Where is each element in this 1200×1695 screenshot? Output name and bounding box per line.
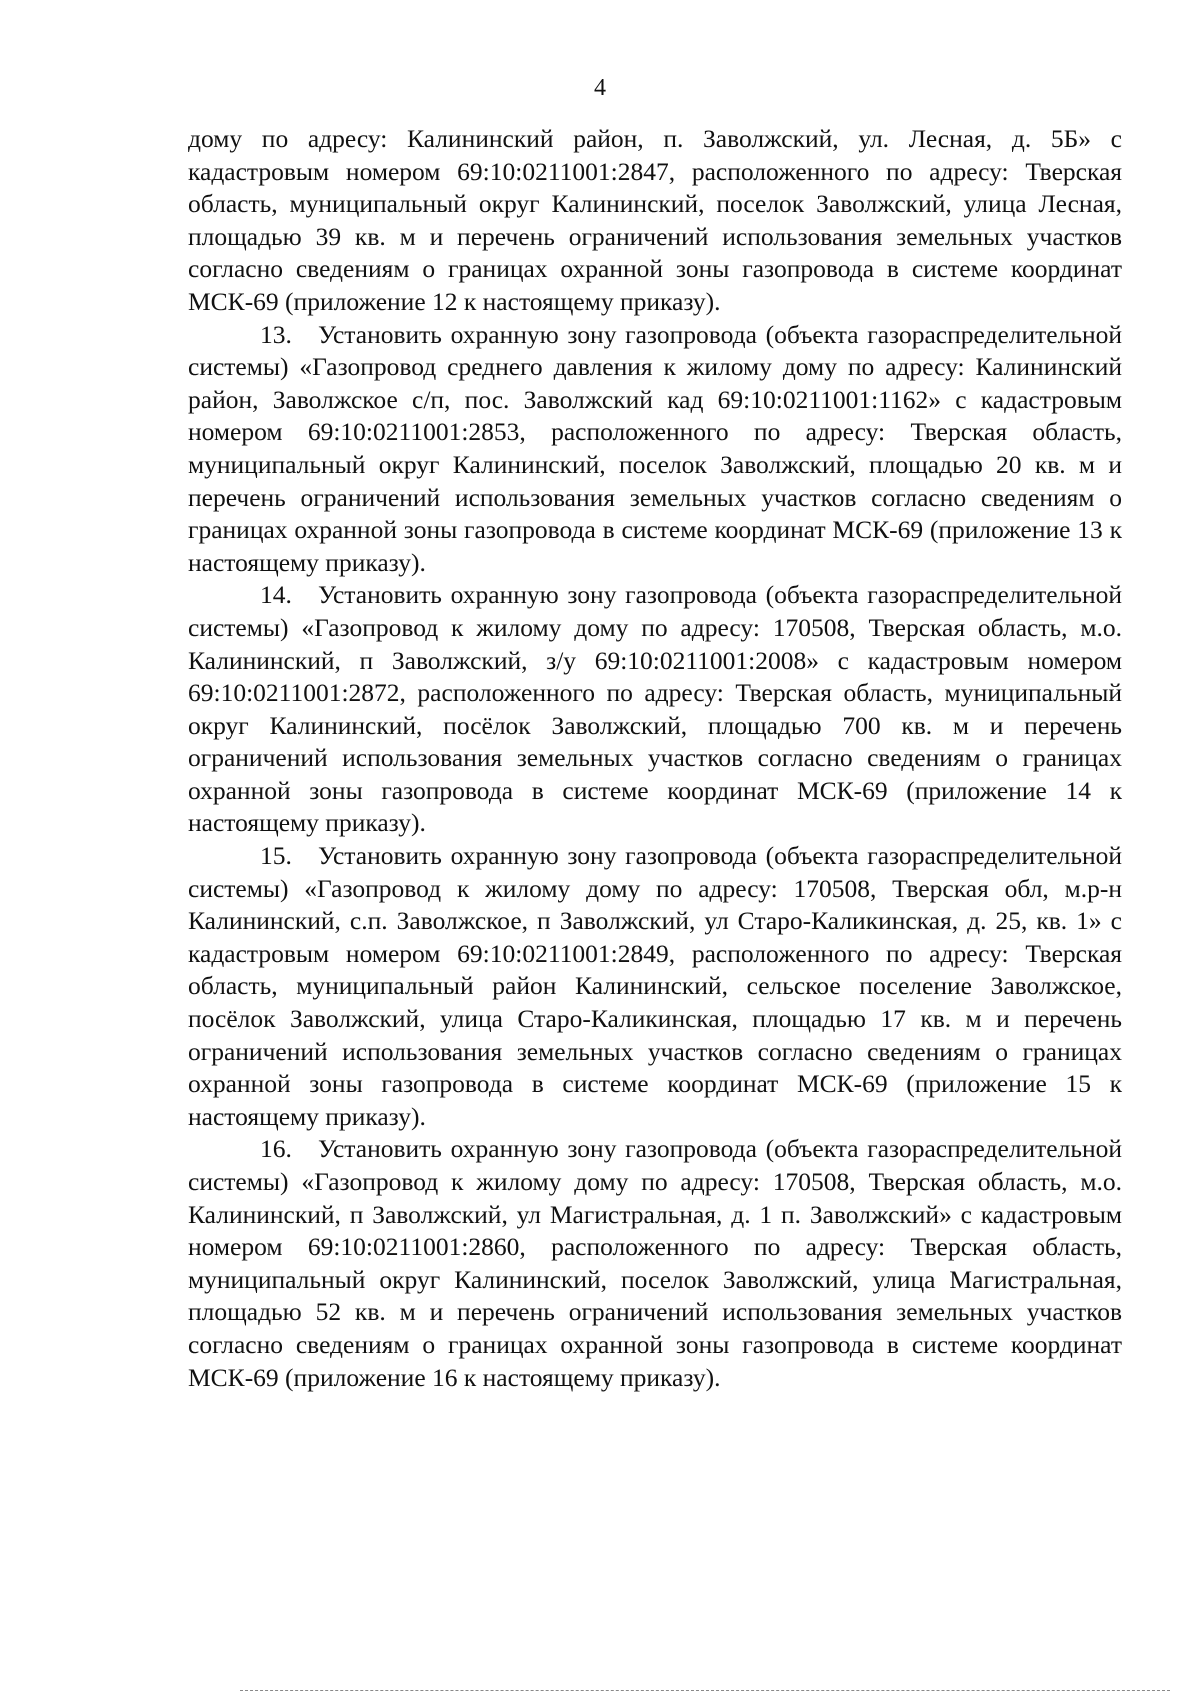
item-number: 14. xyxy=(260,580,292,610)
paragraph-continuation xyxy=(188,123,1122,319)
document-body xyxy=(188,123,1122,1394)
paragraph-text: Установить охранную зону газопровода (объекта газораспределительной системы) «Газопровод к жилому дому по адресу: 170508, Тверская область, м.о. Калининский, п Заволжский, ул Магистральная, д. 1 п. Заволжский» с кадастровым номером 69:10:0211001:2860, расположенного по адресу: Тверская область, муниципальный округ Калининский, поселок Заволжский, улица Магистральная, площадью 52 кв. м и перечень ограничений использования земельных участков согласно сведениям о границах охранной зоны газопровода в системе координат МСК-69 (приложение 16 к настоящему приказу). xyxy=(188,1134,1122,1392)
paragraph-text: Установить охранную зону газопровода (объекта газораспределительной системы) «Газопровод к жилому дому по адресу: 170508, Тверская обл, м.р-н Калининский, с.п. Заволжское, п Заволжский, ул Старо-Каликинская, д. 25, кв. 1» с кадастровым номером 69:10:0211001:2849, расположенного по адресу: Тверская область, муниципальный район Калининский, сельское поселение Заволжское, посёлок Заволжский, улица Старо-Каликинская, площадью 17 кв. м и перечень ограничений использования земельных участков согласно сведениям о границах охранной зоны газопровода в системе координат МСК-69 (приложение 15 к настоящему приказу). xyxy=(188,841,1122,1131)
paragraph-item-16 xyxy=(188,1133,1122,1394)
page-bottom-edge xyxy=(240,1690,1170,1691)
page-number: 4 xyxy=(594,75,606,101)
paragraph-text: дому по адресу: Калининский район, п. Заволжский, ул. Лесная, д. 5Б» с кадастровым номером 69:10:0211001:2847, расположенного по адресу: Тверская область, муниципальный округ Калининский, поселок Заволжский, улица Лесная, площадью 39 кв. м и перечень ограничений использования земельных участков согласно сведениям о границах охранной зоны газопровода в системе координат МСК-69 (приложение 12 к настоящему приказу). xyxy=(188,124,1122,316)
paragraph-item-13 xyxy=(188,319,1122,580)
paragraph-item-14 xyxy=(188,579,1122,840)
item-number: 16. xyxy=(260,1134,292,1164)
item-number: 13. xyxy=(260,319,292,349)
paragraph-text: Установить охранную зону газопровода (объекта газораспределительной системы) «Газопровод среднего давления к жилому дому по адресу: Калининский район, Заволжское с/п, пос. Заволжский кад 69:10:0211001:1162» с кадастровым номером 69:10:0211001:2853, расположенного по адресу: Тверская область, муниципальный округ Калининский, поселок Заволжский, площадью 20 кв. м и перечень ограничений использования земельных участков согласно сведениям о границах охранной зоны газопровода в системе координат МСК-69 (приложение 13 к настоящему приказу). xyxy=(188,319,1122,577)
item-number: 15. xyxy=(260,841,292,871)
paragraph-text: Установить охранную зону газопровода (объекта газораспределительной системы) «Газопровод к жилому дому по адресу: 170508, Тверская область, м.о. Калининский, п Заволжский, з/у 69:10:0211001:2008» с кадастровым номером 69:10:0211001:2872, расположенного по адресу: Тверская область, муниципальный округ Калининский, посёлок Заволжский, площадью 700 кв. м и перечень ограничений использования земельных участков согласно сведениям о границах охранной зоны газопровода в системе координат МСК-69 (приложение 14 к настоящему приказу). xyxy=(188,580,1122,838)
paragraph-item-15 xyxy=(188,840,1122,1133)
